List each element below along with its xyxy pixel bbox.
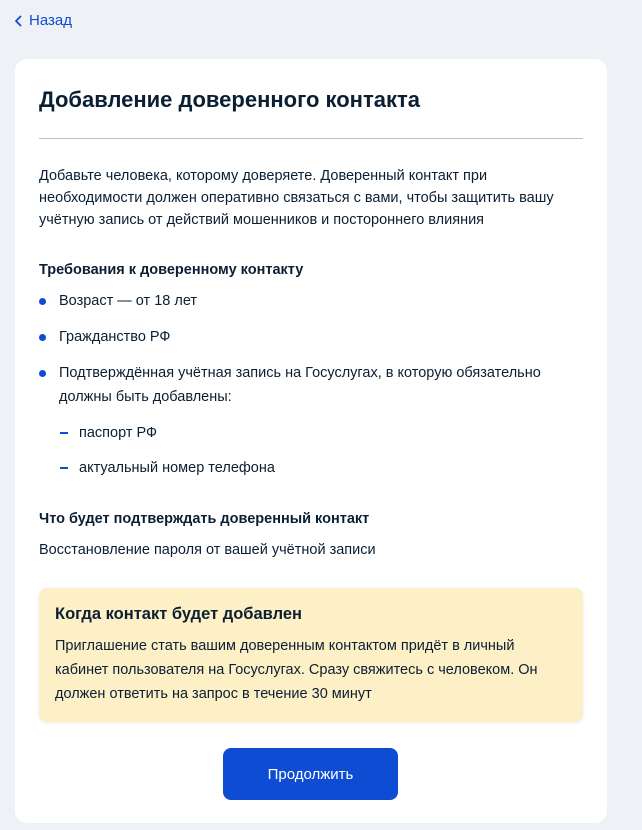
bullet-dot-icon [39, 334, 46, 341]
dash-bullet-icon [60, 467, 68, 469]
account-sub-list [59, 421, 587, 480]
intro-text: Добавьте человека, которому доверяете. Доверенный контакт при необходимости должен оперативно связаться с вами, чтобы защитить вашу учётную запись от действий мошенников и постороннего влияния [39, 168, 554, 228]
confirm-text: Восстановление пароля от вашей учётной записи [39, 542, 376, 558]
list-item [39, 325, 587, 349]
dash-bullet-icon [60, 432, 68, 434]
back-link[interactable] [14, 12, 72, 29]
requirement-age: Возраст — от 18 лет [59, 293, 198, 309]
title-divider [39, 138, 583, 139]
requirements-list [39, 289, 587, 492]
requirements-heading: Требования к доверенному контакту [39, 262, 304, 278]
list-item [39, 361, 587, 480]
notice-box [39, 588, 583, 722]
notice-text: Приглашение стать вашим доверенным контактом придёт в личный кабинет пользователя на Госуслугах. Сразу свяжитесь с человеком. Он должен ответить на запрос в течение 30 минут [55, 638, 538, 702]
notice-title: Когда контакт будет добавлен [55, 605, 302, 623]
content-card [15, 59, 607, 823]
page-title: Добавление доверенного контакта [39, 87, 420, 112]
back-link-label: Назад [29, 12, 72, 29]
sub-requirement-phone: актуальный номер телефона [79, 460, 275, 476]
list-item [59, 456, 587, 480]
bullet-dot-icon [39, 298, 46, 305]
chevron-left-icon [14, 15, 23, 27]
list-item [59, 421, 587, 445]
requirement-citizenship: Гражданство РФ [59, 329, 171, 345]
sub-requirement-passport: паспорт РФ [79, 425, 158, 441]
bullet-dot-icon [39, 370, 46, 377]
requirement-account: Подтверждённая учётная запись на Госуслугах, в которую обязательно должны быть добавлены: [59, 365, 541, 405]
continue-button[interactable]: Продолжить [223, 748, 398, 800]
confirm-heading: Что будет подтверждать доверенный контакт [39, 511, 370, 527]
list-item [39, 289, 587, 313]
